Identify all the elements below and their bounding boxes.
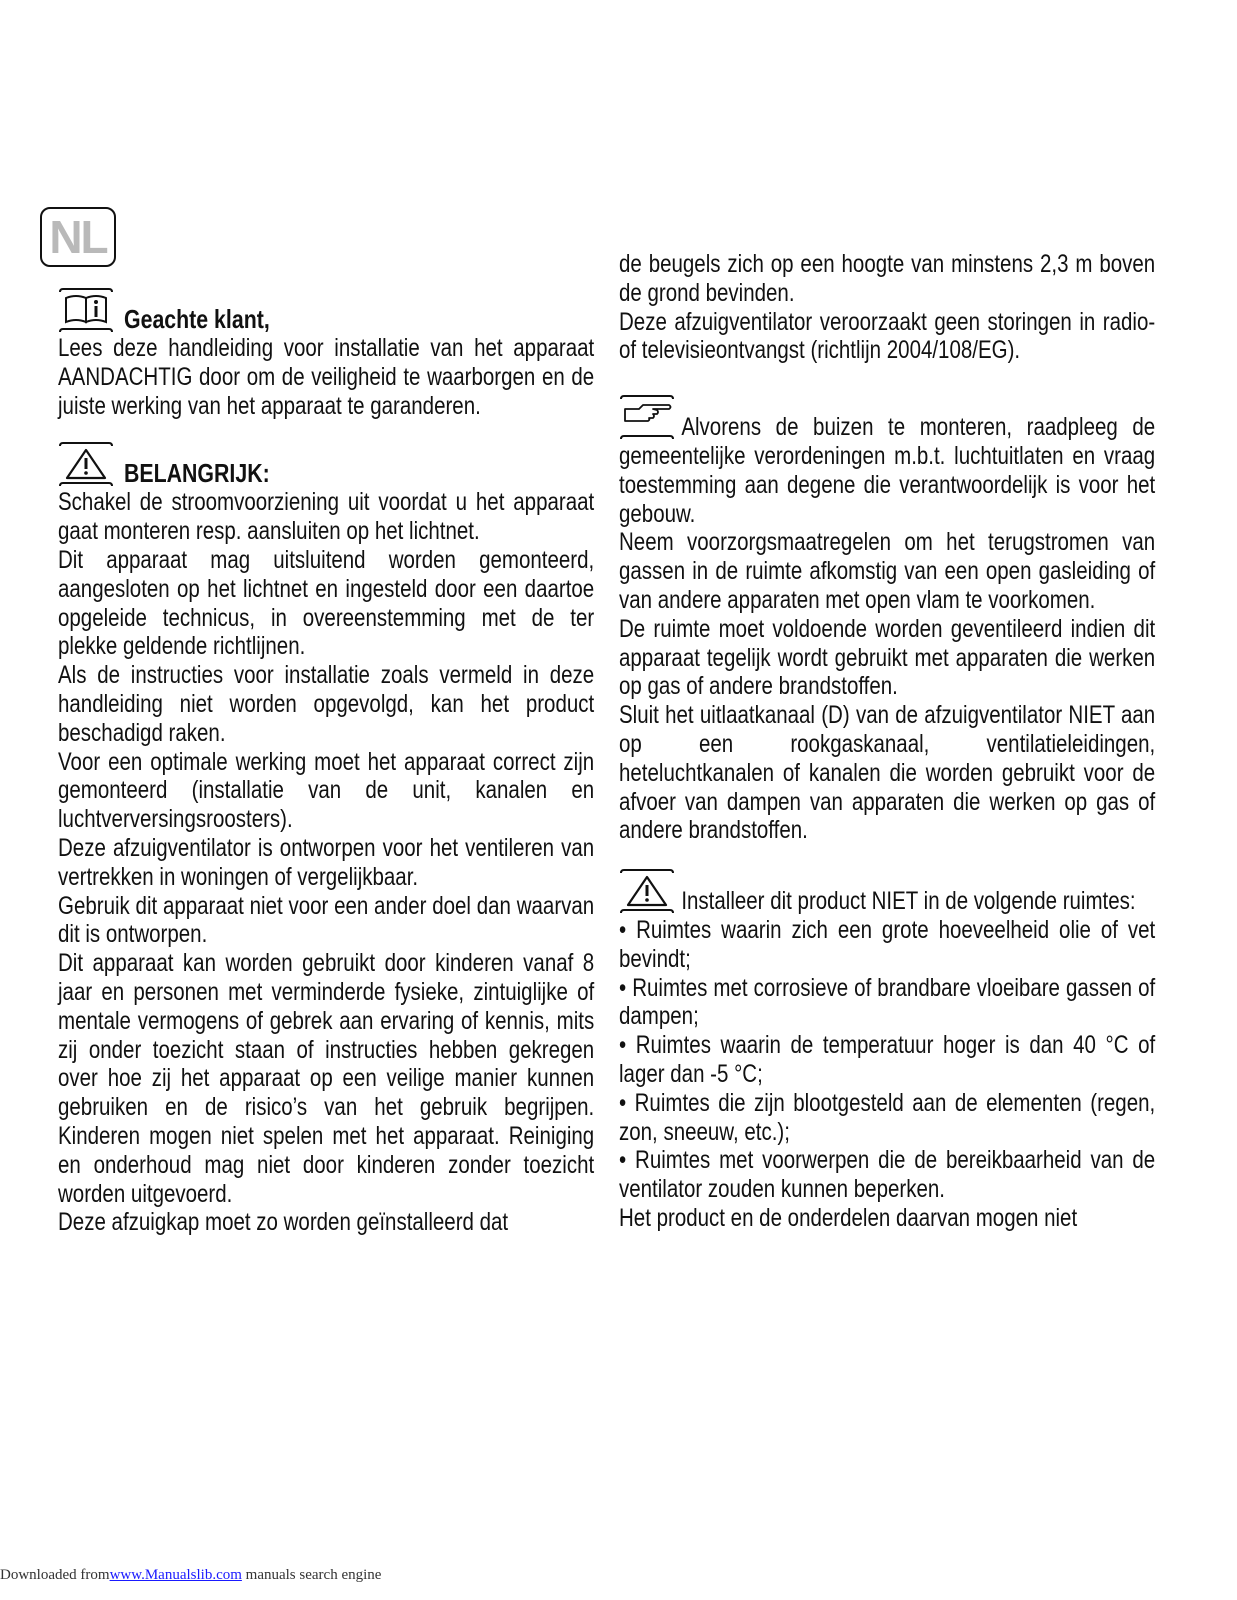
paragraph: Deze afzuigventilator veroorzaakt geen storingen in radio- of televisieontvangst (richtlijn 2004/108/EG). xyxy=(619,307,1156,365)
paragraph: Sluit het uitlaatkanaal (D) van de afzuigventilator NIET aan op een rookgaskanaal, ventilatieleidingen, heteluchtkanalen of kanalen die worden gebruikt voor de afvoer van dampen van apparaten die werken op gas of andere brandstoffen. xyxy=(619,701,1156,845)
list-item: • Ruimtes met voorwerpen die de bereikbaarheid van de ventilator zouden kunnen beperken. xyxy=(619,1146,1156,1204)
paragraph: Deze afzuigventilator is ontworpen voor het ventileren van vertrekken in woningen of vergelijkbaar. xyxy=(58,833,595,891)
right-column xyxy=(619,250,1155,1233)
paragraph: De ruimte moet voldoende worden geventileerd indien dit apparaat tegelijk wordt gebruikt met apparaten die werken op gas of andere brandstoffen. xyxy=(619,614,1156,701)
paragraph: Als de instructies voor installatie zoals vermeld in deze handleiding niet worden opgevolgd, kan het product beschadigd raken. xyxy=(58,661,595,747)
manual-info-icon xyxy=(58,288,114,334)
list-item: • Ruimtes met corrosieve of brandbare vloeibare gassen of dampen; xyxy=(619,973,1156,1031)
section-dear-customer xyxy=(58,288,594,334)
paragraph: de beugels zich op een hoogte van minstens 2,3 m boven de grond bevinden. xyxy=(619,250,1156,307)
section-important xyxy=(58,442,594,488)
warning-intro-paragraph: Installeer dit product NIET in de volgende ruimtes: xyxy=(681,887,1136,916)
section-heading-dear-customer: Geachte klant, xyxy=(124,304,270,334)
left-column xyxy=(58,288,594,1237)
download-footer xyxy=(0,1567,600,1584)
paragraph: Deze afzuigkap moet zo worden geïnstalleerd dat xyxy=(58,1208,509,1237)
paragraph: Schakel de stroomvoorziening uit voordat u het apparaat gaat monteren resp. aansluiten op het lichtnet. xyxy=(58,488,595,546)
intro-paragraph: Lees deze handleiding voor installatie van het apparaat AANDACHTIG door om de veiligheid te waarborgen en de juiste werking van het apparaat te garanderen. xyxy=(58,334,595,420)
paragraph: Dit apparaat kan worden gebruikt door kinderen vanaf 8 jaar en personen met verminderde fysieke, zintuiglijke of mentale vermogens of gebrek aan ervaring of kennis, mits zij onder toezicht staan of instructies hebben gekregen over hoe zij het apparaat op een veilige manier kunnen gebruiken en de risico’s van het gebruik begrijpen. Kinderen mogen niet spelen met het apparaat. Reiniging en onderhoud mag niet door kinderen zonder toezicht worden uitgevoerd. xyxy=(58,949,595,1208)
language-badge: NL xyxy=(40,207,116,267)
section-heading-important: BELANGRIJK: xyxy=(124,458,270,489)
paragraph: Dit apparaat mag uitsluitend worden gemonteerd, aangesloten op het lichtnet en ingesteld door een daartoe opgeleide technicus, in overeenstemming met de ter plekke geldende richtlijnen. xyxy=(58,545,595,661)
paragraph: Voor een optimale werking moet het apparaat correct zijn gemonteerd (installatie van de unit, kanalen en luchtverversingsroosters). xyxy=(58,747,595,834)
footer-suffix: manuals search engine xyxy=(241,1567,382,1583)
footer-prefix: Downloaded from xyxy=(0,1567,110,1583)
paragraph: Gebruik dit apparaat niet voor een ander doel dan waarvan dit is ontworpen. xyxy=(58,891,595,949)
paragraph: Het product en de onderdelen daarvan mogen niet xyxy=(619,1203,1078,1232)
list-item: • Ruimtes die zijn blootgesteld aan de elementen (regen, zon, sneeuw, etc.); xyxy=(619,1088,1156,1146)
note-intro-paragraph: Alvorens de buizen te monteren, raadpleeg de gemeentelijke verordeningen m.b.t. luchtuitlaten en vraag toestemming aan degene die verantwoordelijk is voor het gebouw. xyxy=(619,413,1156,528)
list-item: • Ruimtes waarin de temperatuur hoger is dan 40 °C of lager dan -5 °C; xyxy=(619,1031,1156,1088)
list-item: • Ruimtes waarin zich een grote hoeveelheid olie of vet bevindt; xyxy=(619,915,1156,973)
warning-triangle-icon xyxy=(58,442,114,488)
paragraph: Neem voorzorgsmaatregelen om het terugstromen van gassen in de ruimte afkomstig van een open gasleiding of van andere apparaten met open vlam te voorkomen. xyxy=(619,528,1156,614)
manualslib-link[interactable]: www.Manualslib.com xyxy=(109,1567,242,1583)
